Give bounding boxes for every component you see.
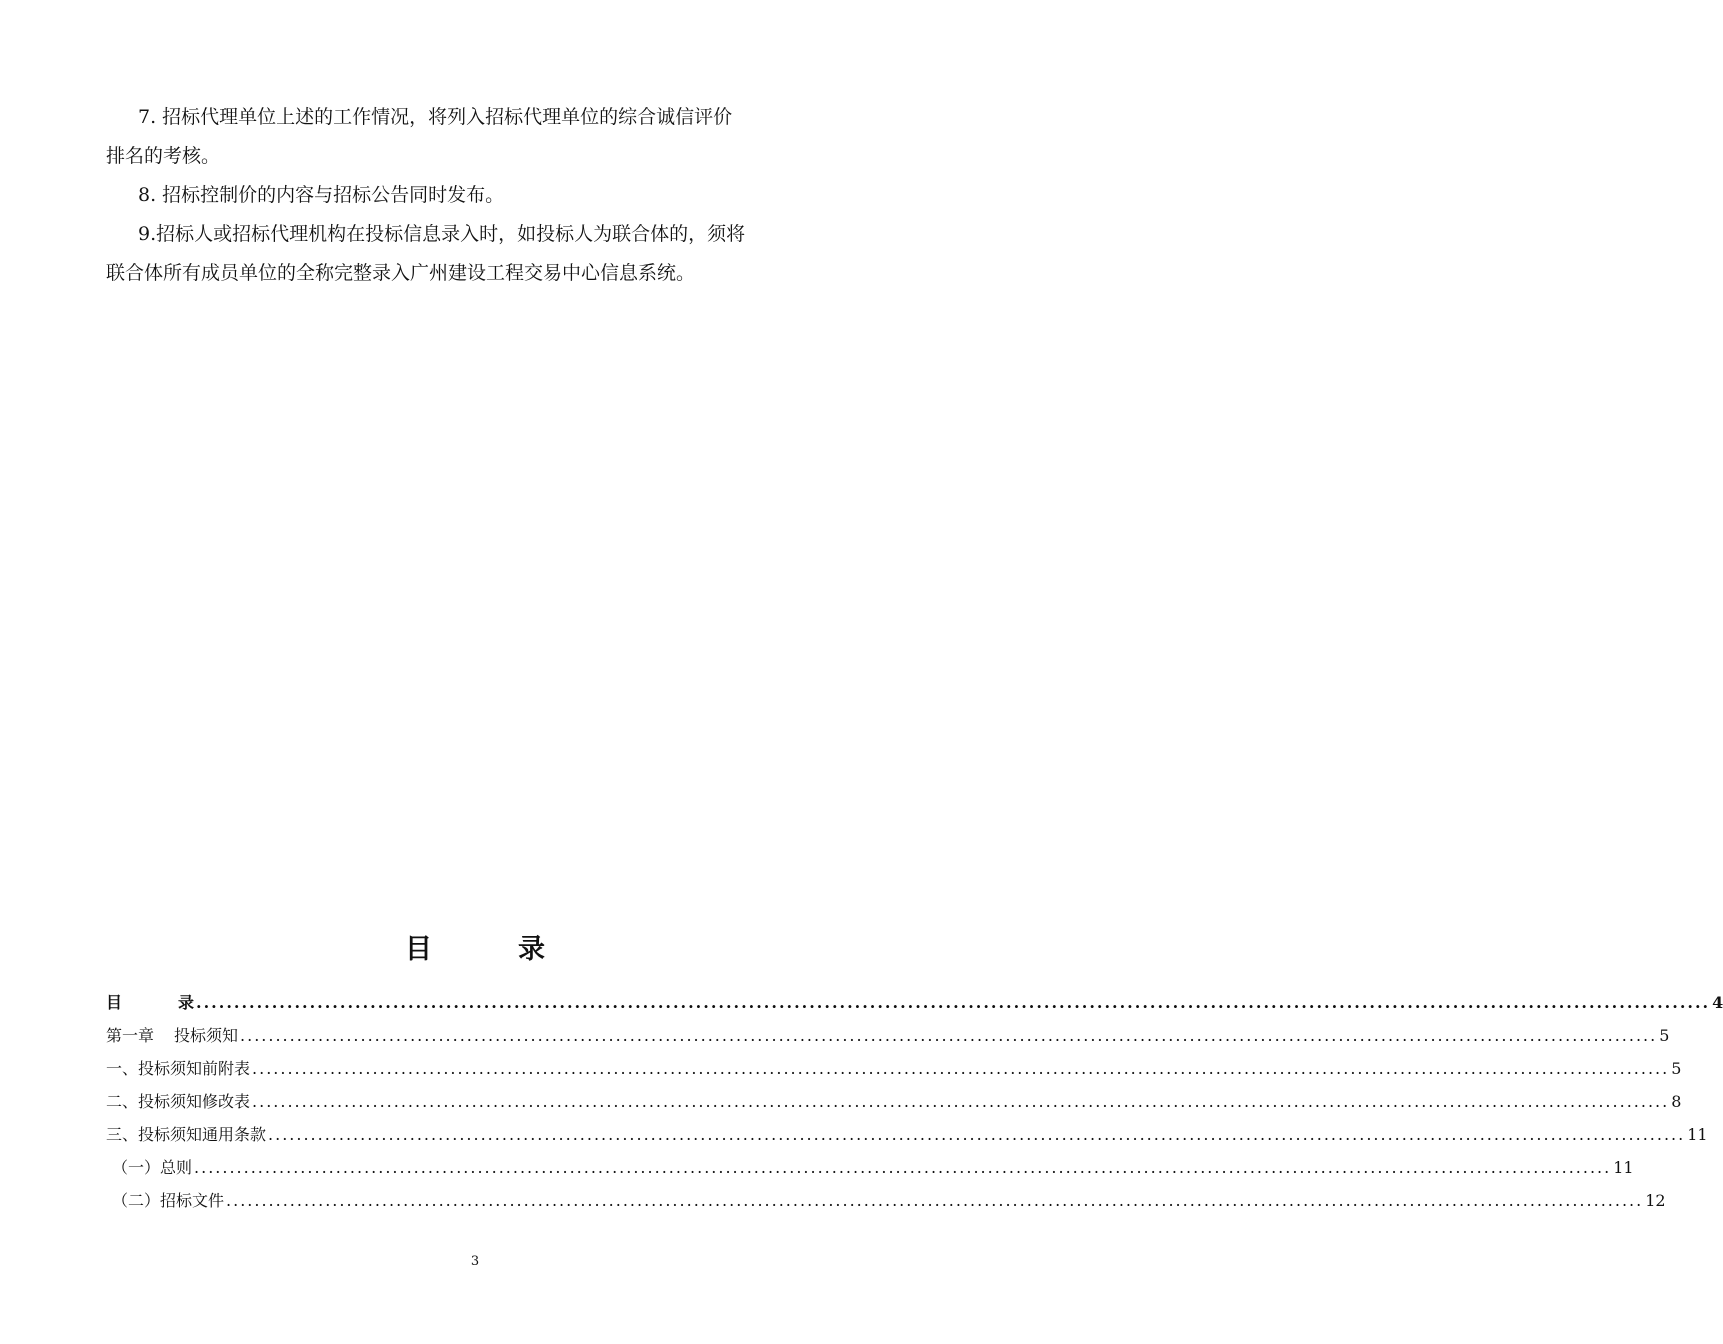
- paragraph-line: 联合体所有成员单位的全称完整录入广州建设工程交易中心信息系统。: [106, 262, 696, 284]
- toc-entry-label: 三、投标须知通用条款: [106, 1125, 267, 1144]
- toc-entry[interactable]: [106, 1085, 1682, 1118]
- paragraph-line: 8. 招标控制价的内容与招标公告同时发布。: [138, 184, 505, 206]
- toc-entry-label: 录: [178, 993, 195, 1012]
- paragraph-line: 7. 招标代理单位上述的工作情况，将列入招标代理单位的综合诚信评价: [138, 106, 733, 128]
- paragraph-line: 9.招标人或招标代理机构在投标信息录入时，如投标人为联合体的，须将: [138, 223, 746, 245]
- toc-entry[interactable]: [106, 1184, 1666, 1217]
- toc-leader: ........................................................................................................................................................................................................: [240, 1026, 1658, 1045]
- paragraph-line: 排名的考核。: [106, 145, 221, 167]
- toc-entry-chapter-1[interactable]: [106, 1019, 1670, 1052]
- toc-entry[interactable]: [106, 1052, 1682, 1085]
- toc-leader: ........................................................................................................................................................................................................: [226, 1191, 1644, 1210]
- toc-entry-contents[interactable]: [106, 986, 1723, 1019]
- paragraph-9: [106, 215, 851, 293]
- toc-leader: ........................................................................................................................................................................................................: [252, 1092, 1670, 1111]
- toc-entry-label: （一）总则: [112, 1158, 193, 1177]
- toc-entry-label: 投标须知: [174, 1026, 239, 1045]
- toc-entry-label: 一、投标须知前附表: [106, 1059, 251, 1078]
- toc-entry-label: （二）招标文件: [112, 1191, 225, 1210]
- toc-entry-label: 二、投标须知修改表: [106, 1092, 251, 1111]
- toc-heading-right: 录: [518, 934, 545, 965]
- toc-page-number: 11: [1613, 1158, 1634, 1177]
- toc-leader: ........................................................................................................................................................................................................: [194, 1158, 1612, 1177]
- toc-leader: ........................................................................................................................................................................................................: [252, 1059, 1670, 1078]
- toc-page-number: 5: [1659, 1026, 1670, 1045]
- toc-page-number: 5: [1671, 1059, 1682, 1078]
- toc-page-number: 4: [1712, 993, 1723, 1012]
- page-number: 3: [470, 1254, 480, 1269]
- toc-entry[interactable]: [106, 1151, 1634, 1184]
- toc-leader: ........................................................................................................................................................................................................: [268, 1125, 1686, 1144]
- paragraph-7: [106, 98, 851, 176]
- toc-heading-left: 目: [405, 934, 432, 965]
- toc-entry-label: 目: [106, 993, 123, 1012]
- paragraph-8: [106, 176, 851, 215]
- toc-entry[interactable]: [106, 1118, 1708, 1151]
- toc-entry-label: 第一章: [106, 1026, 155, 1045]
- toc-heading: [0, 928, 950, 972]
- toc-page-number: 11: [1687, 1125, 1708, 1144]
- toc-page-number: 12: [1645, 1191, 1666, 1210]
- table-of-contents: [106, 986, 1723, 1217]
- toc-page-number: 8: [1671, 1092, 1682, 1111]
- toc-leader: ........................................................................................................................................................................................................: [196, 993, 1711, 1012]
